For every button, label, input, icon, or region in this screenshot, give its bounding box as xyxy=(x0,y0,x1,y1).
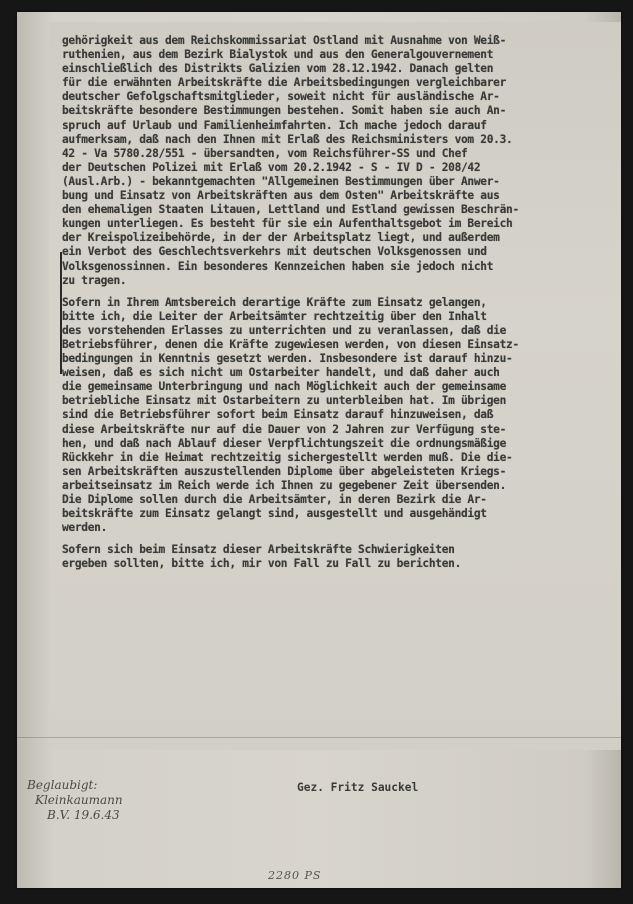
handwritten-line-3: B.V. 19.6.43 xyxy=(47,808,120,822)
handwritten-line-2: Kleinkaumann xyxy=(35,793,123,807)
text-line: für die erwähnten Arbeitskräfte die Arbeitsbedingungen vergleichbarer xyxy=(62,76,507,90)
text-line: beitskräfte zum Einsatz gelangt sind, ausgestellt und ausgehändigt xyxy=(62,507,487,521)
text-line: weisen, daß es sich nicht um Ostarbeiter handelt, und daß daher auch xyxy=(62,366,500,380)
text-line: 42 - Va 5780.28/551 - übersandten, vom Reichsführer-SS und Chef xyxy=(62,146,468,160)
text-line: gehörigkeit aus dem Reichskommissariat Ostland mit Ausnahme von Weiß- xyxy=(62,34,507,47)
text-line: den ehemaligen Staaten Litauen, Lettland und Estland gewissen Beschrän- xyxy=(62,203,519,217)
sheet-edge-line xyxy=(17,737,621,738)
text-line: sen Arbeitskräften auszustellenden Diplome über abgeleisteten Kriegs- xyxy=(62,464,507,478)
text-line: ruthenien, aus dem Bezirk Bialystok und aus den Generalgouvernement xyxy=(62,48,494,62)
text-line: sind die Betriebsführer sofort beim Einsatz darauf hinzuweisen, daß xyxy=(62,408,494,422)
text-line: bung und Einsatz von Arbeitskräften aus dem Osten" Arbeitskräfte aus xyxy=(62,189,500,203)
text-line: ein Verbot des Geschlechtsverkehrs mit deutschen Volksgenossen und xyxy=(62,245,487,259)
text-line: des vorstehenden Erlasses zu unterrichten und zu veranlassen, daß die xyxy=(62,323,507,337)
text-line: spruch auf Urlaub und Familienheimfahrten. Ich mache jedoch darauf xyxy=(62,118,487,132)
text-line: werden. xyxy=(62,521,108,535)
text-line: kungen unterliegen. Es besteht für sie ein Aufenthaltsgebot im Bereich xyxy=(62,217,513,231)
text-line: Betriebsführer, denen die Kräfte zugewiesen werden, von diesen Einsatz- xyxy=(62,337,519,351)
text-line: Die Diplome sollen durch die Arbeitsämter, in deren Bezirk die Ar- xyxy=(62,493,487,506)
text-line: Sofern in Ihrem Amtsbereich derartige Kräfte zum Einsatz gelangen, xyxy=(62,295,487,309)
text-line: der Deutschen Polizei mit Erlaß vom 20.2.1942 - S - IV D - 208/42 xyxy=(62,160,481,174)
paragraph-2 xyxy=(62,296,614,536)
text-line: zu tragen. xyxy=(62,273,127,287)
text-line: einschließlich des Distrikts Galizien vom 28.12.1942. Danach gelten xyxy=(62,62,494,76)
text-line: aufmerksam, daß nach den Ihnen mit Erlaß des Reichsministers vom 20.3. xyxy=(62,132,513,146)
text-line: die gemeinsame Unterbringung und nach Möglichkeit auch der gemeinsame xyxy=(62,380,507,394)
text-line: diese Arbeitskräfte nur auf die Dauer von 2 Jahren zur Verfügung ste- xyxy=(62,422,507,436)
text-line: Rückkehr in die Heimat rechtzeitig sichergestellt werden muß. Die die- xyxy=(62,450,513,464)
text-line: deutscher Gefolgschaftsmitglieder, soweit nicht für ausländische Ar- xyxy=(62,90,500,104)
text-line: Sofern sich beim Einsatz dieser Arbeitskräfte Schwierigkeiten xyxy=(62,543,455,557)
text-line: beitskräfte besondere Bestimmungen bestehen. Somit haben sie auch An- xyxy=(62,104,507,118)
document-number: 2280 PS xyxy=(268,869,322,882)
text-line: bitte ich, die Leiter der Arbeitsämter rechtzeitig über den Inhalt xyxy=(62,309,487,323)
text-line: arbeitseinsatz im Reich werde ich Ihnen zu gegebener Zeit übersenden. xyxy=(62,478,507,492)
handwritten-line-1: Beglaubigt: xyxy=(27,778,98,792)
text-line: der Kreispolizeibehörde, in der der Arbeitsplatz liegt, und außerdem xyxy=(62,231,500,245)
signature-line: Gez. Fritz Sauckel xyxy=(297,781,419,794)
letter-body xyxy=(62,34,614,571)
paragraph-3 xyxy=(62,543,614,571)
text-line: hen, und daß nach Ablauf dieser Verpflichtungszeit die ordnungsmäßige xyxy=(62,436,507,450)
text-line: Volksgenossinnen. Ein besonderes Kennzeichen haben sie jedoch nicht xyxy=(62,259,494,273)
text-line: ergeben sollten, bitte ich, mir von Fall zu Fall zu berichten. xyxy=(62,557,461,571)
text-line: betriebliche Einsatz mit Ostarbeitern zu unterbleiben hat. Im übrigen xyxy=(62,394,507,408)
text-line: (Ausl.Arb.) - bekanntgemachten "Allgemeinen Bestimmungen über Anwer- xyxy=(62,174,500,188)
paragraph-1 xyxy=(62,34,614,288)
handwritten-certification xyxy=(27,778,123,823)
text-line: bedingungen in Kenntnis gesetzt werden. Insbesondere ist darauf hinzu- xyxy=(62,352,513,366)
